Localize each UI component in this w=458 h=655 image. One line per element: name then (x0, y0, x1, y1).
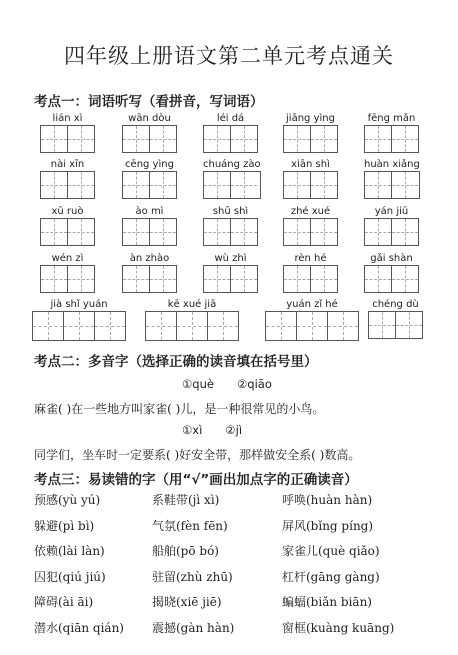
tianzige-box[interactable] (392, 172, 418, 198)
section2-heading: 考点二：多音字（选择正确的读音填在括号里） (34, 354, 318, 370)
dictation-word (265, 298, 359, 341)
reading-item[interactable]: 驻留(zhù zhū) (152, 569, 233, 584)
pinyin-label: shū shì (212, 206, 249, 217)
reading-item[interactable]: 囚犯(qiú jiú) (34, 569, 106, 584)
tianzige-box[interactable] (68, 126, 94, 152)
tianzige-box[interactable] (311, 172, 337, 198)
pinyin-label: cēng yìng (125, 159, 174, 170)
reading-item[interactable]: 震撼(gàn hàn) (152, 620, 235, 635)
pinyin-label: xiān shì (291, 159, 330, 170)
tianzige-box[interactable] (231, 266, 257, 292)
tianzige-box[interactable] (41, 126, 68, 152)
writing-boxes[interactable] (122, 125, 177, 153)
section1-heading: 考点一：词语听写（看拼音，写词语） (34, 94, 264, 110)
tianzige-box[interactable] (150, 126, 176, 152)
pinyin-label: lián xì (52, 113, 83, 124)
reading-item[interactable]: 家雀儿(què qiǎo) (282, 544, 380, 558)
pinyin-label: gǎi shàn (370, 253, 413, 264)
reading-item[interactable]: 气氛(fèn fēn) (152, 518, 228, 533)
dictation-word (368, 298, 423, 339)
pinyin-label: léi dá (216, 113, 245, 124)
tianzige-box[interactable] (41, 172, 68, 198)
reading-item[interactable]: 呼唤(huàn hàn) (282, 493, 373, 507)
pinyin-label: huàn xiǎng (364, 159, 420, 170)
pinyin-label: chuáng zào (203, 159, 261, 170)
pinyin-label: xū ruò (51, 206, 84, 217)
dictation-word (283, 252, 338, 293)
writing-boxes[interactable] (283, 171, 338, 199)
tianzige-box[interactable] (64, 312, 95, 340)
writing-boxes[interactable] (40, 171, 95, 199)
writing-boxes[interactable] (203, 171, 261, 199)
tianzige-box[interactable] (68, 172, 94, 198)
tianzige-box[interactable] (311, 126, 337, 152)
tianzige-box[interactable] (328, 312, 358, 340)
writing-boxes[interactable] (32, 311, 126, 341)
dictation-word (283, 112, 338, 153)
pinyin-label: yán jiū (374, 206, 409, 217)
pinyin-label: àn zhào (129, 253, 170, 264)
tianzige-box[interactable] (68, 219, 94, 245)
writing-boxes[interactable] (283, 265, 338, 293)
writing-boxes[interactable] (203, 125, 258, 153)
writing-boxes[interactable] (364, 125, 419, 153)
tianzige-box[interactable] (396, 312, 422, 338)
reading-item[interactable]: 屏风(bǐng píng) (282, 518, 374, 533)
dictation-word (40, 158, 95, 199)
reading-item[interactable]: 杠杆(gāng gàng) (282, 569, 380, 584)
reading-item[interactable]: 蝙蝠(biǎn biān) (282, 595, 372, 609)
tianzige-box[interactable] (204, 126, 231, 152)
options-xi: ①xì ②jì (182, 423, 243, 437)
dictation-word (203, 158, 261, 199)
dictation-word (145, 298, 239, 341)
tianzige-box[interactable] (231, 126, 257, 152)
reading-item[interactable]: 躲避(pì bì) (34, 518, 95, 533)
tianzige-box[interactable] (297, 312, 328, 340)
tianzige-box[interactable] (231, 219, 257, 245)
writing-boxes[interactable] (203, 218, 258, 246)
reading-item[interactable]: 依赖(lài làn) (34, 544, 105, 558)
dictation-word (203, 205, 258, 246)
tianzige-box[interactable] (150, 172, 176, 198)
tianzige-box[interactable] (266, 312, 297, 340)
tianzige-box[interactable] (33, 312, 64, 340)
reading-item[interactable]: 窗框(kuàng kuāng) (282, 620, 395, 635)
dictation-word (122, 205, 177, 246)
dictation-word (364, 252, 419, 293)
options-que: ①què ②qiāo (182, 377, 272, 391)
tianzige-box[interactable] (392, 126, 418, 152)
tianzige-box[interactable] (284, 266, 311, 292)
writing-boxes[interactable] (145, 311, 239, 341)
dictation-word (32, 298, 126, 341)
dictation-word (122, 158, 177, 199)
tianzige-box[interactable] (95, 312, 125, 340)
writing-boxes[interactable] (203, 265, 258, 293)
tianzige-box[interactable] (123, 219, 150, 245)
dictation-word (122, 112, 177, 153)
tianzige-box[interactable] (365, 172, 392, 198)
dictation-word (203, 252, 258, 293)
pinyin-label: jiāng yìng (286, 113, 335, 124)
tianzige-box[interactable] (204, 219, 231, 245)
reading-item[interactable]: 揭晓(xiē jiē) (152, 595, 222, 609)
pinyin-label: kē xué jiā (167, 299, 217, 310)
writing-boxes[interactable] (364, 218, 419, 246)
tianzige-box[interactable] (365, 219, 392, 245)
tianzige-box[interactable] (284, 219, 311, 245)
pinyin-label: wén zì (51, 253, 84, 264)
dictation-word (283, 205, 338, 246)
sentence-que: 麻雀( )在一些地方叫家雀( )儿，是一种很常见的小鸟。 (34, 402, 325, 416)
writing-boxes[interactable] (40, 265, 95, 293)
page-title: 四年级上册语文第二单元考点通关 (64, 44, 394, 68)
tianzige-box[interactable] (392, 219, 418, 245)
writing-boxes[interactable] (122, 171, 177, 199)
reading-item[interactable]: 预感(yù yú) (34, 493, 101, 507)
tianzige-box[interactable] (284, 172, 311, 198)
pinyin-label: chéng dù (372, 299, 419, 310)
dictation-word (364, 112, 419, 153)
writing-boxes[interactable] (368, 311, 423, 339)
reading-item[interactable]: 障碍(ài āi) (34, 595, 94, 609)
tianzige-box[interactable] (68, 266, 94, 292)
writing-boxes[interactable] (283, 218, 338, 246)
pinyin-label: wān dòu (128, 113, 171, 124)
pinyin-label: wù zhì (214, 253, 247, 264)
dictation-word (122, 252, 177, 293)
tianzige-box[interactable] (150, 219, 176, 245)
reading-item[interactable]: 潜水(qiān qián) (34, 620, 124, 635)
writing-boxes[interactable] (122, 218, 177, 246)
writing-boxes[interactable] (265, 311, 359, 341)
tianzige-box[interactable] (123, 266, 150, 292)
tianzige-box[interactable] (369, 312, 396, 338)
tianzige-box[interactable] (41, 266, 68, 292)
tianzige-box[interactable] (123, 172, 150, 198)
tianzige-box[interactable] (204, 266, 231, 292)
writing-boxes[interactable] (122, 265, 177, 293)
tianzige-box[interactable] (123, 126, 150, 152)
pinyin-label: jià shǐ yuán (50, 299, 108, 310)
tianzige-box[interactable] (311, 219, 337, 245)
dictation-word (364, 158, 420, 199)
dictation-word (364, 205, 419, 246)
pinyin-label: rèn hé (294, 253, 327, 264)
tianzige-box[interactable] (311, 266, 337, 292)
dictation-word (40, 252, 95, 293)
section3-heading: 考点三：易读错的字（用“√”画出加点字的正确读音） (34, 472, 358, 488)
tianzige-box[interactable] (284, 126, 311, 152)
pinyin-label: nài xīn (50, 159, 85, 170)
writing-boxes[interactable] (40, 218, 95, 246)
writing-boxes[interactable] (364, 265, 419, 293)
dictation-word (40, 205, 95, 246)
pinyin-label: fēng mǎn (367, 113, 416, 124)
reading-item[interactable]: 系鞋带(jì xì) (152, 493, 220, 507)
tianzige-box[interactable] (177, 312, 208, 340)
dictation-word (203, 112, 258, 153)
tianzige-box[interactable] (41, 219, 68, 245)
dictation-word (40, 112, 95, 153)
pinyin-label: ào mì (135, 206, 164, 217)
writing-boxes[interactable] (283, 125, 338, 153)
sentence-xi: 同学们，坐车时一定要系( )好安全带，那样做安全系( )数高。 (34, 448, 361, 462)
tianzige-box[interactable] (150, 266, 176, 292)
pinyin-label: yuán zǐ hé (286, 299, 338, 310)
tianzige-box[interactable] (392, 266, 418, 292)
tianzige-box[interactable] (208, 312, 238, 340)
tianzige-box[interactable] (231, 172, 257, 198)
writing-boxes[interactable] (364, 171, 420, 199)
tianzige-box[interactable] (365, 266, 392, 292)
reading-item[interactable]: 船舶(pō bó) (152, 544, 219, 558)
dictation-word (283, 158, 338, 199)
tianzige-box[interactable] (146, 312, 177, 340)
writing-boxes[interactable] (40, 125, 95, 153)
tianzige-box[interactable] (204, 172, 231, 198)
pinyin-label: zhé xué (290, 206, 331, 217)
tianzige-box[interactable] (365, 126, 392, 152)
